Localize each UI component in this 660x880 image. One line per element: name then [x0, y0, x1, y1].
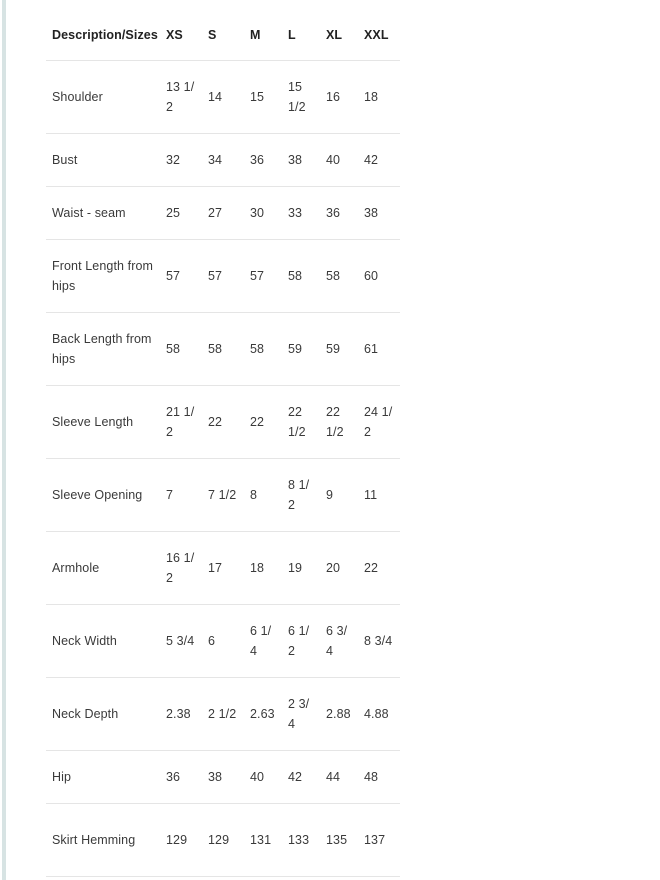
size-value-cell: 137	[358, 804, 400, 877]
row-label: Neck Width	[46, 605, 160, 678]
size-value-cell: 58	[244, 313, 282, 386]
table-row	[46, 678, 400, 751]
size-value-cell: 9	[320, 459, 358, 532]
size-value-cell: 40	[244, 751, 282, 804]
size-value-cell: 11	[358, 459, 400, 532]
row-label: Skirt Hemming	[46, 804, 160, 877]
size-value-cell: 32	[160, 134, 202, 187]
size-value-cell: 60	[358, 240, 400, 313]
size-value-cell: 27	[202, 187, 244, 240]
header-description: Description/Sizes	[52, 28, 158, 42]
table-row	[46, 240, 400, 313]
size-value-cell: 21 1/2	[160, 386, 202, 459]
row-label: Sleeve Length	[46, 386, 160, 459]
table-row	[46, 187, 400, 240]
size-value-cell: 8	[244, 459, 282, 532]
row-label: Sleeve Opening	[46, 459, 160, 532]
table-row	[46, 61, 400, 134]
row-label: Neck Depth	[46, 678, 160, 751]
size-value-cell: 129	[202, 804, 244, 877]
size-value-cell: 40	[320, 134, 358, 187]
header-xl: XL	[326, 28, 343, 42]
row-label: Back Length from hips	[46, 313, 160, 386]
size-value-cell: 59	[320, 313, 358, 386]
size-value-cell: 13 1/2	[160, 61, 202, 134]
size-value-cell: 42	[358, 134, 400, 187]
row-label: Hip	[46, 751, 160, 804]
size-value-cell: 33	[282, 187, 320, 240]
size-value-cell: 6	[202, 605, 244, 678]
size-value-cell: 18	[244, 532, 282, 605]
size-value-cell: 7	[160, 459, 202, 532]
size-value-cell: 133	[282, 804, 320, 877]
header-xxl: XXL	[364, 28, 389, 42]
size-value-cell: 22 1/2	[320, 386, 358, 459]
row-label: Armhole	[46, 532, 160, 605]
size-value-cell: 44	[320, 751, 358, 804]
row-label: Bust	[46, 134, 160, 187]
size-value-cell: 17	[202, 532, 244, 605]
size-value-cell: 16	[320, 61, 358, 134]
size-value-cell: 59	[282, 313, 320, 386]
size-value-cell: 2 3/4	[282, 678, 320, 751]
size-value-cell: 16 1/2	[160, 532, 202, 605]
size-value-cell: 15 1/2	[282, 61, 320, 134]
size-value-cell: 25	[160, 187, 202, 240]
size-value-cell: 58	[160, 313, 202, 386]
size-value-cell: 19	[282, 532, 320, 605]
header-m: M	[250, 28, 261, 42]
size-value-cell: 58	[282, 240, 320, 313]
size-value-cell: 38	[358, 187, 400, 240]
table-row	[46, 459, 400, 532]
size-value-cell: 20	[320, 532, 358, 605]
size-value-cell: 22	[244, 386, 282, 459]
size-value-cell: 129	[160, 804, 202, 877]
row-label: Waist - seam	[46, 187, 160, 240]
size-value-cell: 30	[244, 187, 282, 240]
row-label: Front Length from hips	[46, 240, 160, 313]
size-value-cell: 36	[160, 751, 202, 804]
size-value-cell: 2.63	[244, 678, 282, 751]
size-value-cell: 22	[358, 532, 400, 605]
row-label: Shoulder	[46, 61, 160, 134]
table-row	[46, 605, 400, 678]
page-left-border	[2, 0, 6, 880]
size-value-cell: 34	[202, 134, 244, 187]
size-value-cell: 36	[244, 134, 282, 187]
size-value-cell: 4.88	[358, 678, 400, 751]
size-value-cell: 57	[202, 240, 244, 313]
header-l: L	[288, 28, 296, 42]
size-value-cell: 42	[282, 751, 320, 804]
size-value-cell: 58	[202, 313, 244, 386]
table-row	[46, 134, 400, 187]
size-value-cell: 14	[202, 61, 244, 134]
size-value-cell: 58	[320, 240, 358, 313]
size-value-cell: 2.88	[320, 678, 358, 751]
size-table-body	[46, 61, 400, 877]
size-value-cell: 6 1/4	[244, 605, 282, 678]
size-value-cell: 22	[202, 386, 244, 459]
size-value-cell: 2 1/2	[202, 678, 244, 751]
size-value-cell: 15	[244, 61, 282, 134]
size-value-cell: 135	[320, 804, 358, 877]
size-value-cell: 61	[358, 313, 400, 386]
size-value-cell: 18	[358, 61, 400, 134]
size-value-cell: 57	[160, 240, 202, 313]
table-row	[46, 751, 400, 804]
size-value-cell: 7 1/2	[202, 459, 244, 532]
table-row	[46, 313, 400, 386]
size-value-cell: 8 3/4	[358, 605, 400, 678]
size-value-cell: 38	[282, 134, 320, 187]
size-value-cell: 5 3/4	[160, 605, 202, 678]
table-row	[46, 804, 400, 877]
size-value-cell: 6 3/4	[320, 605, 358, 678]
header-s: S	[208, 28, 217, 42]
size-value-cell: 38	[202, 751, 244, 804]
table-row	[46, 532, 400, 605]
size-value-cell: 48	[358, 751, 400, 804]
table-row	[46, 386, 400, 459]
size-value-cell: 36	[320, 187, 358, 240]
size-chart-table	[46, 10, 400, 877]
size-value-cell: 22 1/2	[282, 386, 320, 459]
size-value-cell: 57	[244, 240, 282, 313]
header-xs: XS	[166, 28, 183, 42]
size-value-cell: 6 1/2	[282, 605, 320, 678]
size-value-cell: 24 1/2	[358, 386, 400, 459]
size-value-cell: 8 1/2	[282, 459, 320, 532]
size-value-cell: 2.38	[160, 678, 202, 751]
size-value-cell: 131	[244, 804, 282, 877]
table-header-row	[46, 10, 400, 61]
